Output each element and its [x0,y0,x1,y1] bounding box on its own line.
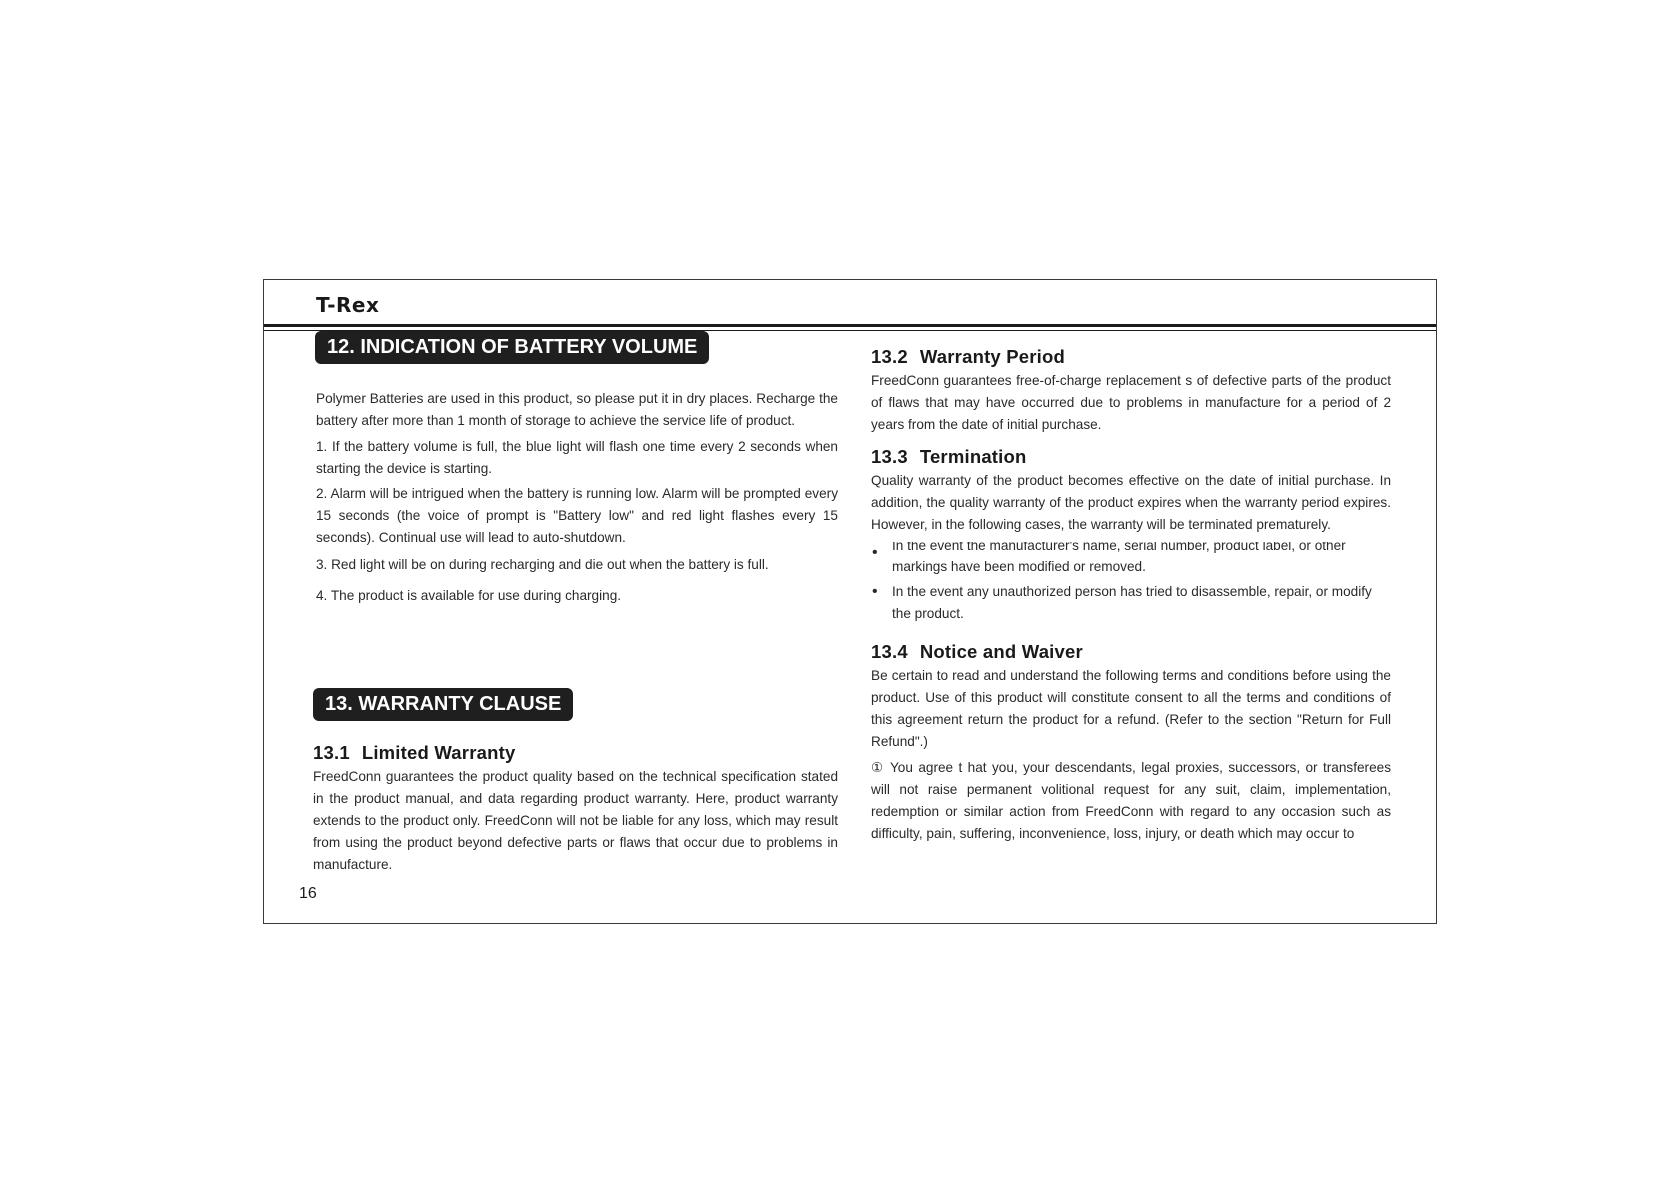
section-13-heading: 13. WARRANTY CLAUSE [313,688,573,721]
heading-13-2 [871,346,1391,368]
header-rule-thick [264,324,1436,327]
heading-13-4-number: 13.4 [871,641,908,662]
left-column [316,388,838,607]
notice-waiver-item-1: ① You agree t hat you, your descendants, legal proxies, successors, or transferees will not raise permanent volitional request for any suit, claim, implementation, redemption or similar action from FreedConn with regard to any occasion such as difficulty, pain, suffering, inconvenience, loss, injury, or death which may occur to [871,760,1391,841]
termination-bullet-2 [871,581,1391,625]
heading-13-3-title: Termination [919,446,1027,467]
heading-13-3-number: 13.3 [871,446,908,467]
warranty-13-1 [313,742,838,876]
battery-intro: Polymer Batteries are used in this product, so please put it in dry places. Recharge the battery after more than 1 month of storage to achieve the service life of product. [316,391,838,428]
heading-13-2-number: 13.2 [871,346,908,367]
battery-item-4: 4. The product is available for use during charging. [316,588,622,603]
battery-item-2: 2. Alarm will be intrigued when the battery is running low. Alarm will be prompted every 15 seconds (the voice of prompt is "Battery low" and red light flashes every 15 seconds). Continual use will lead to auto-shutdown. [316,486,838,545]
heading-13-1-title: Limited Warranty [361,742,516,763]
bullet-2-text: In the event any unauthorized person has tried to disassemble, repair, or modify the product. [892,584,1372,621]
bullet-1-clipped-line [892,542,1391,556]
heading-13-1-number: 13.1 [313,742,350,763]
right-column [871,346,1391,845]
bullet-dot-icon: • [872,583,878,600]
heading-13-4-title: Notice and Waiver [919,641,1083,662]
notice-waiver-text: Be certain to read and understand the following terms and conditions before using the product. Use of this product will constitute consent to all the terms and conditions of this agreement return the product for a refund. (Refer to the section "Return for Full Refund".) [871,668,1391,749]
warranty-period-text: FreedConn guarantees free-of-charge replacement s of defective parts of the product of flaws that may have occurred due to problems in manufacture for a period of 2 years from the date of initial purchase. [871,373,1391,432]
page-number: 16 [299,885,317,902]
brand-title: T-Rex [316,293,380,317]
bullet-dot-icon: • [872,544,878,561]
battery-item-3: 3. Red light will be on during recharging and die out when the battery is full. [316,557,769,572]
bullet-1-line-1: In the event the manufacturer's name, serial number, product label, or other [892,542,1346,553]
battery-item-1: 1. If the battery volume is full, the blue light will flash one time every 2 seconds when starting the device is starting. [316,439,838,476]
heading-13-4 [871,641,1391,663]
heading-13-2-title: Warranty Period [919,346,1066,367]
heading-13-1 [313,742,838,764]
limited-warranty-text: FreedConn guarantees the product quality based on the technical specification stated in the product manual, and data regarding product warranty. Here, product warranty extends to the product only. FreedConn will not be liable for any loss, which may result from using the product beyond defective parts or flaws that occur due to problems in manufacture. [313,769,838,872]
termination-text: Quality warranty of the product becomes effective on the date of initial purchase. In addition, the quality warranty of the product expires when the warranty period expires. However, in the following cases, the warranty will be terminated prematurely. [871,473,1391,532]
bullet-1-rest: markings have been modified or removed. [892,559,1146,574]
heading-13-3 [871,446,1391,468]
section-12-heading: 12. INDICATION OF BATTERY VOLUME [315,331,709,364]
manual-page [263,279,1437,924]
termination-bullet-1 [871,542,1391,578]
